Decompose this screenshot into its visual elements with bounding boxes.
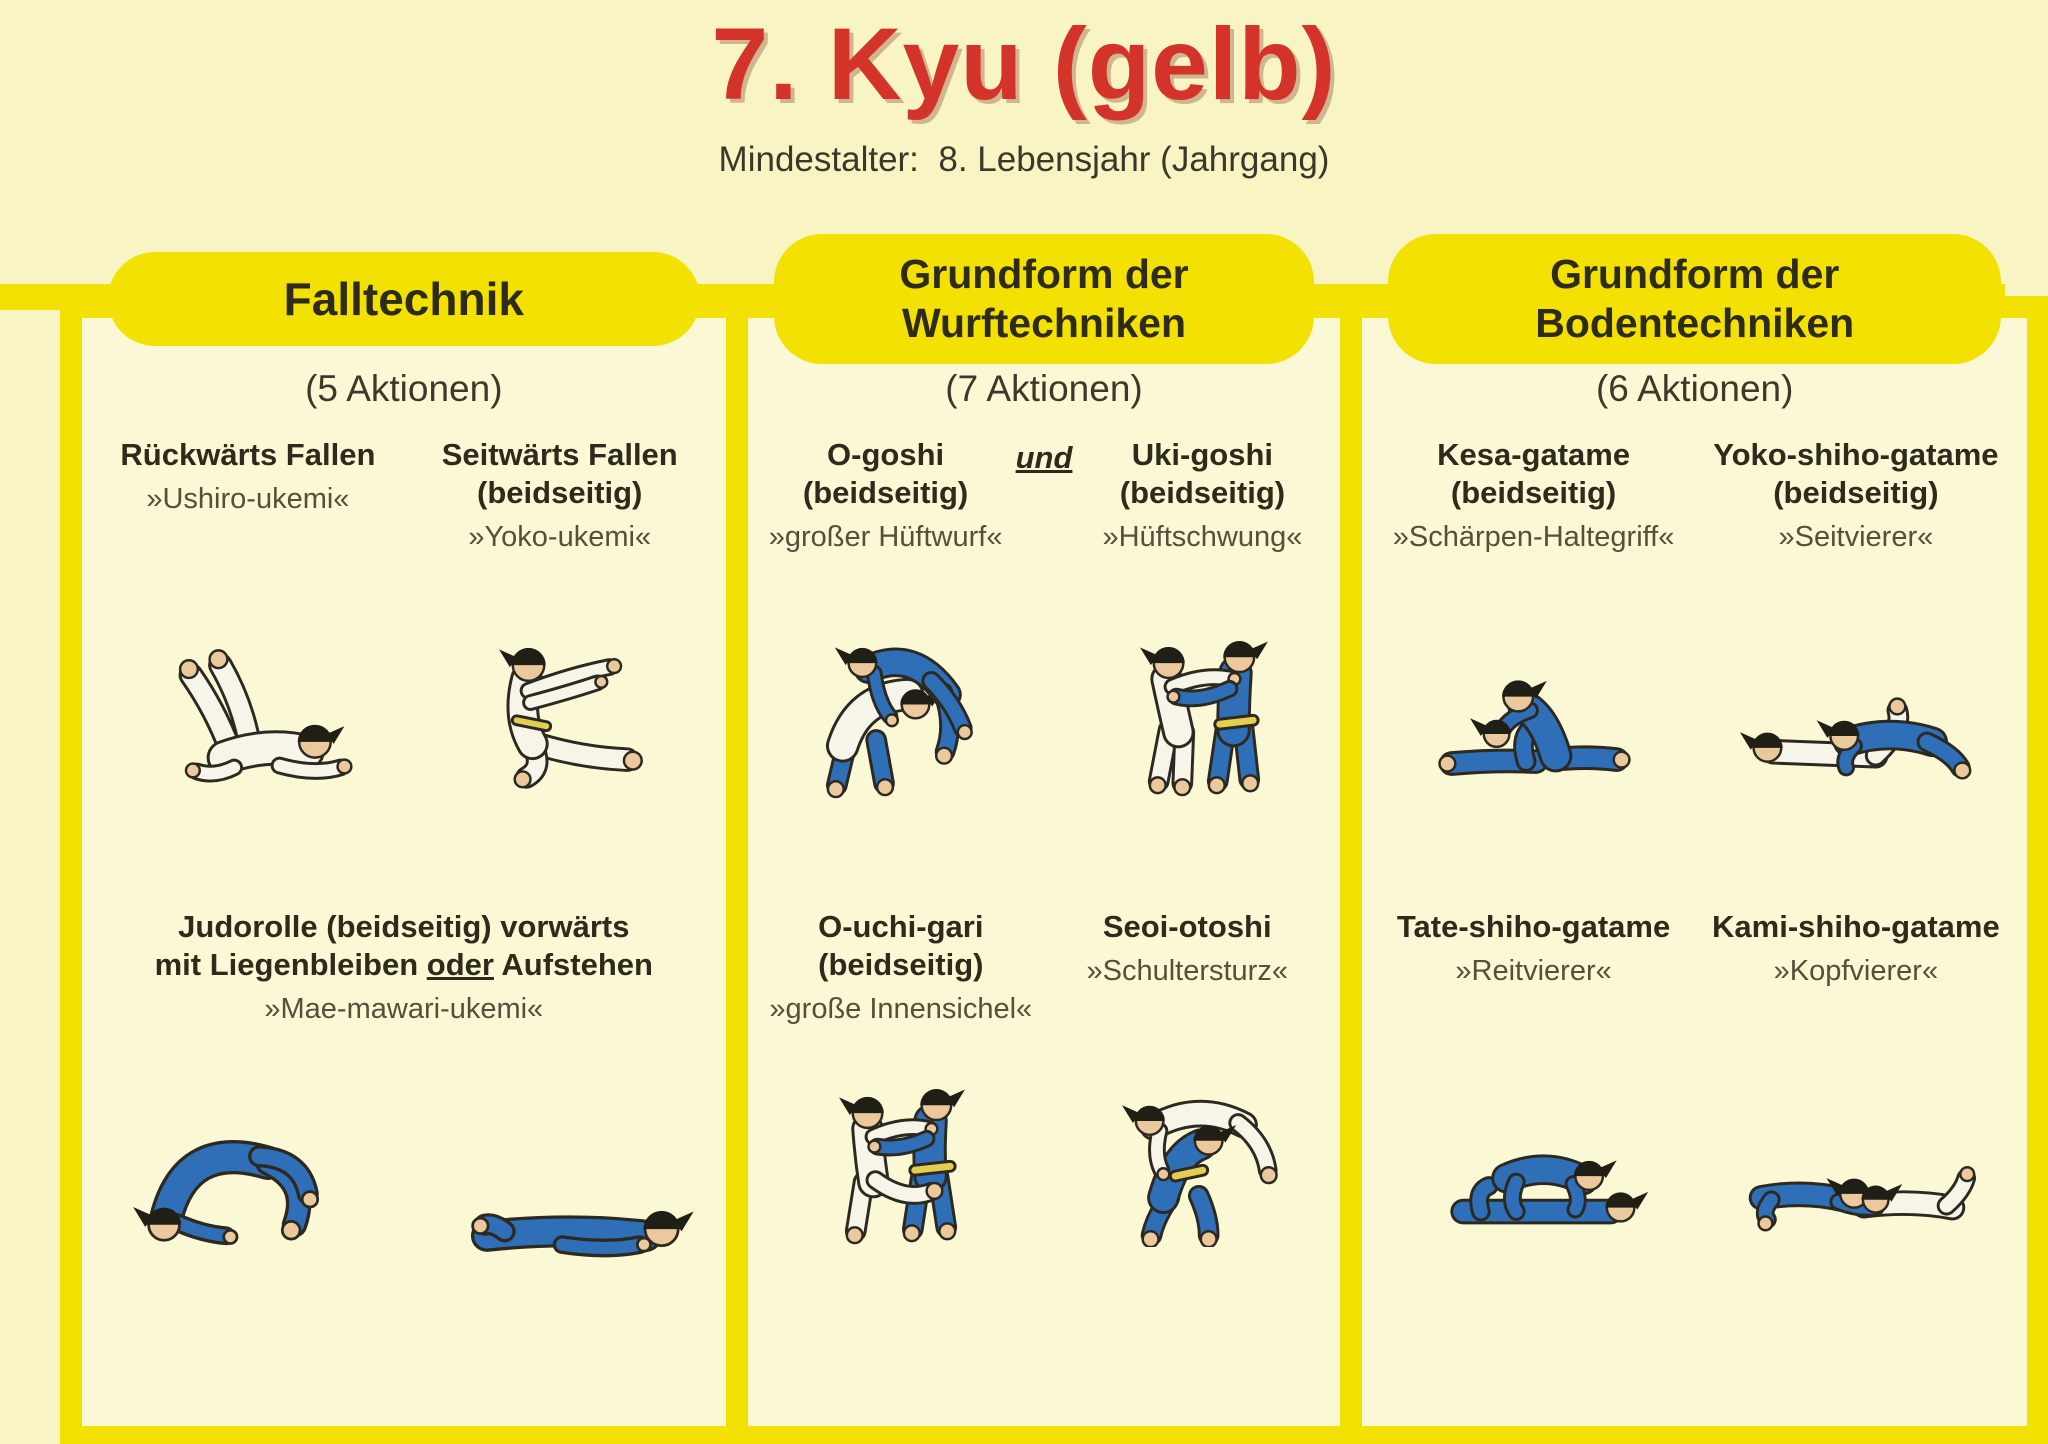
technique-row [748,908,1341,1380]
technique-textblock [1102,436,1302,600]
judo-illustration-reap [773,1060,1029,1247]
technique-name-line [803,474,968,512]
technique-entry [758,908,1044,1247]
technique-name-segment: O-uchi-gari [818,909,984,944]
technique-textblock [120,436,375,600]
illustration-group [120,600,376,799]
technique-row [82,908,726,1380]
illustration-group [432,600,688,799]
technique-gloss: »Ushiro-ukemi« [146,482,350,515]
technique-name-line [818,908,983,946]
technique-row [1362,436,2027,908]
technique-name-line [1103,908,1272,946]
technique-row [82,436,726,908]
judo-illustration-throw-hip [758,612,1014,799]
judo-illustration-lying [427,1070,715,1280]
technique-row [748,436,1341,908]
illustration-group [758,600,1014,799]
technique-name-line [1120,436,1285,474]
technique-name [803,436,968,512]
technique-gloss: »Seitvierer« [1778,520,1934,553]
technique-name-line [155,946,653,984]
technique-name-segment: (beidseitig) [477,474,643,510]
technique-name-segment: Yoko-shiho-gatame [1713,437,1999,472]
technique-name [818,908,983,984]
technique-name-line [120,436,375,474]
technique-name-segment: (beidseitig) [1773,474,1939,510]
technique-name-segment: Uki-goshi [1131,437,1274,472]
judo-illustration-hold-kesa [1406,612,1662,799]
technique-name-line [442,474,678,512]
technique-entry [758,436,1014,799]
column-header-line: Wurftechniken [902,300,1187,346]
illustration-group [773,1048,1029,1247]
judo-illustration-hold-mount [1406,1060,1662,1247]
technique-name-line [155,908,653,946]
column-header-line: Grundform der [899,250,1189,297]
technique-textblock [1393,436,1675,600]
technique-rows [82,436,726,1426]
technique-gloss: »Hüftschwung« [1102,520,1303,553]
technique-gloss: »Kopfvierer« [1773,954,1939,987]
judo-illustration-fall-side [432,612,688,799]
technique-textblock [1713,436,1998,600]
technique-textblock [769,908,1032,1048]
technique-name [442,436,678,512]
technique-name-line [1713,436,1998,474]
column-header-pill [1388,234,2001,364]
column-bodentechniken [1340,250,2027,1426]
technique-entry [1074,436,1330,799]
technique-rows [1362,436,2027,1426]
column-falltechnik [82,273,726,1426]
technique-name-segment: (beidseitig) [818,946,984,982]
technique-gloss: »Yoko-ukemi« [468,520,652,553]
column-header-line: Falltechnik [283,273,524,325]
technique-textblock [1712,908,2000,1048]
technique-name-segment: Judorolle (beidseitig) vorwärts [178,909,630,944]
illustration-group [1728,600,1984,799]
judo-illustration-hold-head [1728,1060,1984,1247]
technique-entry [1695,436,2017,799]
technique-entry [404,436,716,799]
technique-name-line [1120,474,1285,512]
technique-name-line [1397,908,1670,946]
illustration-group [1406,600,1662,799]
technique-textblock [155,908,653,1058]
technique-name-line [818,946,983,984]
column-header-pill [774,234,1315,364]
technique-name [1103,908,1272,946]
illustration-group [1406,1048,1662,1247]
actions-count: (6 Aktionen) [1595,368,1794,409]
technique-entry [1372,908,1694,1247]
technique-entry [92,908,716,1280]
technique-gloss: »Schultersturz« [1086,954,1288,987]
technique-entry [1372,436,1694,799]
syllabus-grid [60,250,2048,1444]
actions-count: (5 Aktionen) [305,368,503,409]
judo-illustration-fall-back [120,612,376,799]
technique-name [1397,908,1670,946]
technique-gloss: »Mae-mawari-ukemi« [264,992,544,1025]
technique-name-line [442,436,678,474]
technique-name-segment: (beidseitig) [802,474,969,510]
technique-name-segment: Seitwärts Fallen [441,437,678,472]
column-header-line: Grundform der [1550,250,1840,297]
technique-name-line [1712,908,2000,946]
technique-name-segment: Kami-shiho-gatame [1712,909,2000,944]
technique-entry [1044,908,1330,1247]
technique-name-segment: Kesa-gatame [1437,437,1631,472]
technique-name [120,436,375,474]
technique-name [155,908,653,984]
illustration-group [93,1058,715,1280]
judo-illustration-shoulder-throw [1059,1060,1315,1247]
column-header-line: Bodentechniken [1535,300,1855,346]
page-subtitle: Mindestalter: 8. Lebensjahr (Jahrgang) [718,140,1330,179]
technique-gloss: »große Innensichel« [769,992,1033,1025]
technique-name-line [1437,474,1630,512]
technique-name [1120,436,1285,512]
technique-entry [1695,908,2017,1247]
judo-illustration-hold-side [1728,612,1984,799]
technique-name-line [803,436,968,474]
technique-name-segment: oder [426,946,494,982]
actions-count: (7 Aktionen) [945,368,1143,409]
technique-name-segment: O-goshi [827,437,945,472]
technique-name-segment: (beidseitig) [1450,474,1617,510]
technique-name [1712,908,2000,946]
technique-entry [92,436,404,799]
judo-illustration-roll [93,1070,381,1280]
illustration-group [1074,600,1330,799]
technique-textblock [769,436,1003,600]
page-title: 7. Kyu (gelb) [711,7,1337,121]
technique-gloss: »großer Hüftwurf« [768,520,1003,553]
technique-textblock [1086,908,1288,1048]
technique-name-line [1437,436,1630,474]
technique-row [1362,908,2027,1380]
technique-textblock [1397,908,1670,1048]
column-header-pill [108,252,700,346]
technique-rows [748,436,1341,1426]
technique-name-segment: mit Liegenbleiben [154,946,427,982]
technique-gloss: »Reitvierer« [1455,954,1612,987]
technique-name-segment: Seoi-otoshi [1102,909,1272,944]
technique-name [1713,436,1998,512]
technique-gloss: »Schärpen-Haltegriff« [1392,520,1675,553]
technique-name-segment: (beidseitig) [1119,474,1286,510]
technique-name-segment: Tate-shiho-gatame [1396,909,1671,944]
connector-word-und: und [1015,440,1073,475]
illustration-group [1728,1048,1984,1247]
judo-illustration-throw-hug [1074,612,1330,799]
column-wurftechniken [726,250,1341,1426]
technique-textblock [442,436,678,600]
technique-name [1437,436,1630,512]
illustration-group [1059,1048,1315,1247]
technique-name-segment: Aufstehen [493,946,653,982]
technique-name-line [1713,474,1998,512]
technique-name-segment: Rückwärts Fallen [120,437,376,472]
